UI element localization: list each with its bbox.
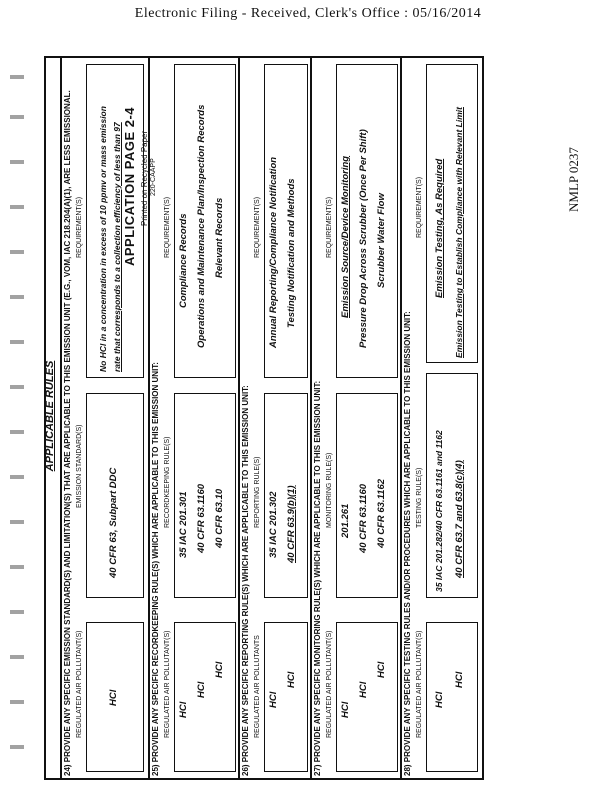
s25-row2-pollutant: HCl	[196, 681, 207, 698]
s27-row2-rule: 40 CFR 63.1160	[358, 483, 369, 553]
column-header-requirement: REQUIREMENT(S)	[76, 196, 83, 258]
applicable-rules-form	[44, 56, 484, 780]
column-header-requirement: REQUIREMENT(S)	[326, 196, 333, 258]
s25-row1-rule: 35 IAC 201.301	[178, 491, 189, 558]
s27-row2-pollutant: HCl	[358, 681, 369, 698]
column-header-rules: MONITORING RULE(S)	[326, 452, 333, 528]
form-title: APPLICABLE RULES	[44, 360, 56, 472]
section-25-question: 25) PROVIDE ANY SPECIFIC RECORDKEEPING RULE(S) WHICH ARE APPLICABLE TO THIS EMISSION UNIT:	[151, 362, 160, 776]
s26-row1-requirement: Annual Reporting/Compliance Notification	[268, 156, 279, 348]
column-header-requirement: REQUIREMENT(S)	[164, 196, 171, 258]
column-header-requirement: REQUIREMENT(S)	[254, 196, 261, 258]
s27-row2-requirement: Pressure Drop Across Scrubber (Once Per Shift)	[358, 129, 369, 348]
application-page-title: APPLICATION PAGE 2-4	[122, 106, 137, 266]
form-code: 220-CAAPP	[150, 158, 157, 196]
s25-row2-requirement: Operations and Maintenance Plan/Inspection Records	[196, 104, 207, 348]
section-27-question: 27) PROVIDE ANY SPECIFIC MONITORING RULE(S) WHICH ARE APPLICABLE TO THIS EMISSION UNIT:	[313, 380, 322, 776]
s27-row3-requirement: Scrubber Water Flow	[376, 193, 387, 288]
scan-margin-marks	[6, 55, 28, 785]
s28-row2-requirement: Emission Testing to Establish Compliance with Relevant Limit	[454, 107, 464, 358]
s24-standard: 40 CFR 63, Subpart DDC	[108, 467, 119, 578]
rotated-form-area	[40, 50, 560, 786]
section-28-question: 28) PROVIDE ANY SPECIFIC TESTING RULES AND/OR PROCEDURES WHICH ARE APPLICABLE TO THIS EMISSION UNIT:	[403, 311, 412, 776]
column-header-pollutant: REGULATED AIR POLLUTANT(S)	[326, 630, 333, 738]
s26-row2-requirement: Testing Notification and Methods	[286, 178, 297, 328]
section-25-recordkeeping	[148, 58, 238, 778]
s24-requirement-line2: rate that corresponds to a collection efficiency of less than 97	[112, 122, 122, 372]
s25-row1-pollutant: HCl	[178, 701, 189, 718]
s26-row2-rule: 40 CFR 63.9(b)(1)	[286, 485, 297, 563]
section-26-reporting	[238, 58, 310, 778]
rotated-page	[40, 50, 560, 786]
s26-row1-rule: 35 IAC 201.302	[268, 491, 279, 558]
s24-requirement-line1: No HCl in a concentration in excess of 10 ppmv or mass emission	[98, 106, 108, 372]
s28-row2-pollutant: HCl	[454, 671, 465, 688]
s25-row1-requirement: Compliance Records	[178, 213, 189, 308]
column-header-rules: REPORTING RULE(S)	[254, 456, 261, 528]
column-header-rules: TESTING RULE(S)	[416, 467, 423, 528]
s28-row1-requirement: Emission Testing, As Required	[434, 158, 445, 298]
s27-row3-rule: 40 CFR 63.1162	[376, 478, 387, 548]
section-28-testing	[400, 58, 482, 778]
s25-row3-requirement: Relevant Records	[214, 197, 225, 278]
column-header-standard: EMISSION STANDARD(S)	[76, 424, 83, 508]
s27-row1-rule: 201.261	[340, 503, 351, 538]
s26-row2-pollutant: HCl	[286, 671, 297, 688]
column-header-pollutant: REGULATED AIR POLLUTANTS	[254, 635, 261, 738]
column-header-rules: RECORDKEEPING RULE(S)	[164, 436, 171, 528]
section-26-question: 26) PROVIDE ANY SPECIFIC REPORTING RULE(S) WHICH ARE APPLICABLE TO THIS EMISSION UNIT:	[241, 385, 250, 776]
column-header-requirement: REQUIREMENT(S)	[416, 176, 423, 238]
column-header-pollutant: REGULATED AIR POLLUTANT(S)	[164, 630, 171, 738]
s25-row3-pollutant: HCl	[214, 661, 225, 678]
s25-row2-rule: 40 CFR 63.1160	[196, 483, 207, 553]
s28-row1-pollutant: HCl	[434, 691, 445, 708]
s26-row1-pollutant: HCl	[268, 691, 279, 708]
section-27-monitoring	[310, 58, 400, 778]
column-header-pollutant: REGULATED AIR POLLUTANT(S)	[76, 630, 83, 738]
column-header-pollutant: REGULATED AIR POLLUTANT(S)	[416, 630, 423, 738]
electronic-filing-header: Electronic Filing - Received, Clerk's Office : 05/16/2014	[134, 6, 482, 21]
recycled-paper-note: Printed on Recycled Paper	[140, 130, 149, 226]
s27-row1-requirement: Emission Source/Device Monitoring	[340, 155, 351, 318]
document-id-stamp: NMLP 0237	[566, 147, 581, 212]
s24-pollutant: HCl	[108, 689, 119, 706]
s27-row3-pollutant: HCl	[376, 661, 387, 678]
s28-row1-rule: 35 IAC 201.282/40 CFR 63.1161 and 1162	[434, 430, 444, 592]
s28-row2-rule: 40 CFR 63.7 and 63.8(c)(4)	[454, 460, 465, 578]
section-24-question: 24) PROVIDE ANY SPECIFIC EMISSION STANDARD(S) AND LIMITATION(S) THAT ARE APPLICABLE TO THIS EMISSION UNIT (E.G., VOM, IAC 218.204(A)(1), ARE LESS EMISSIONAL.	[63, 90, 72, 776]
s25-row3-rule: 40 CFR 63.10	[214, 488, 225, 548]
s27-row1-pollutant: HCl	[340, 701, 351, 718]
